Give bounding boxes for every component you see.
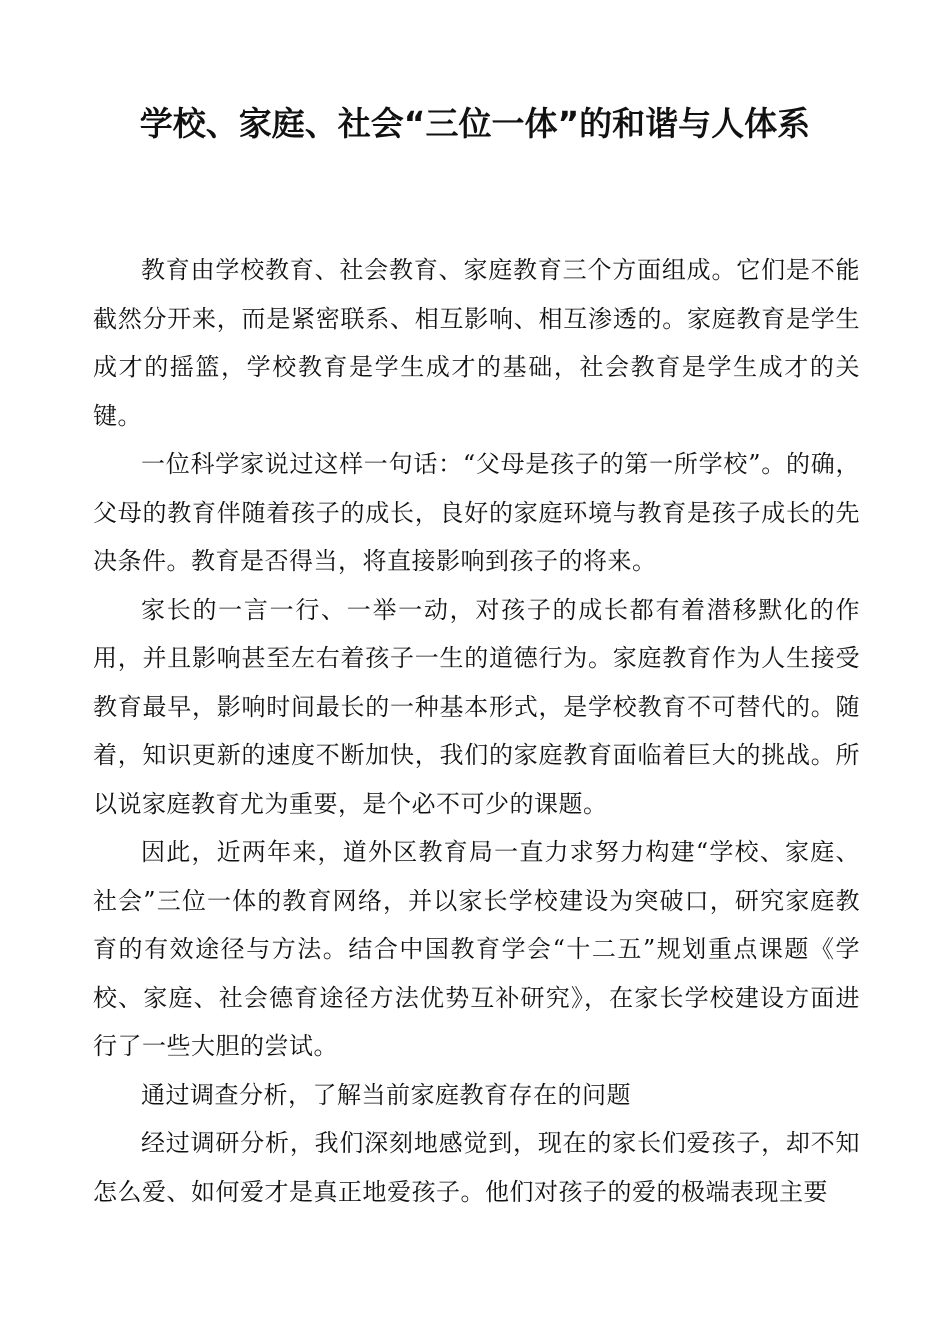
- section-heading-paragraph: 通过调查分析，了解当前家庭教育存在的问题: [141, 1080, 631, 1109]
- paragraph: 教育由学校教育、社会教育、家庭教育三个方面组成。它们是不能截然分开来，而是紧密联系、相互影响、相互渗透的。家庭教育是学生成才的摇篮，学校教育是学生成才的基础，社会教育是学生成才的关键。: [93, 256, 860, 430]
- document-title: 学校、家庭、社会“三位一体”的和谐与人体系: [139, 104, 811, 143]
- paragraph: 一位科学家说过这样一句话：“父母是孩子的第一所学校”。的确，父母的教育伴随着孩子的成长，良好的家庭环境与教育是孩子成长的先决条件。教育是否得当，将直接影响到孩子的将来。: [93, 450, 860, 575]
- paragraph: 因此，近两年来，道外区教育局一直力求努力构建“学校、家庭、社会”三位一体的教育网络，并以家长学校建设为突破口，研究家庭教育的有效途径与方法。结合中国教育学会“十二五”规划重点课题《学校、家庭、社会德育途径方法优势互补研究》，在家长学校建设方面进行了一些大胆的尝试。: [93, 838, 860, 1060]
- paragraph: 家长的一言一行、一举一动，对孩子的成长都有着潜移默化的作用，并且影响甚至左右着孩子一生的道德行为。家庭教育作为人生接受教育最早，影响时间最长的一种基本形式，是学校教育不可替代的。随着，知识更新的速度不断加快，我们的家庭教育面临着巨大的挑战。所以说家庭教育尤为重要，是个必不可少的课题。: [93, 595, 860, 818]
- paragraph: 经过调研分析，我们深刻地感觉到，现在的家长们爱孩子，却不知怎么爱、如何爱才是真正地爱孩子。他们对孩子的爱的极端表现主要: [93, 1129, 860, 1206]
- document-body: [93, 246, 860, 1216]
